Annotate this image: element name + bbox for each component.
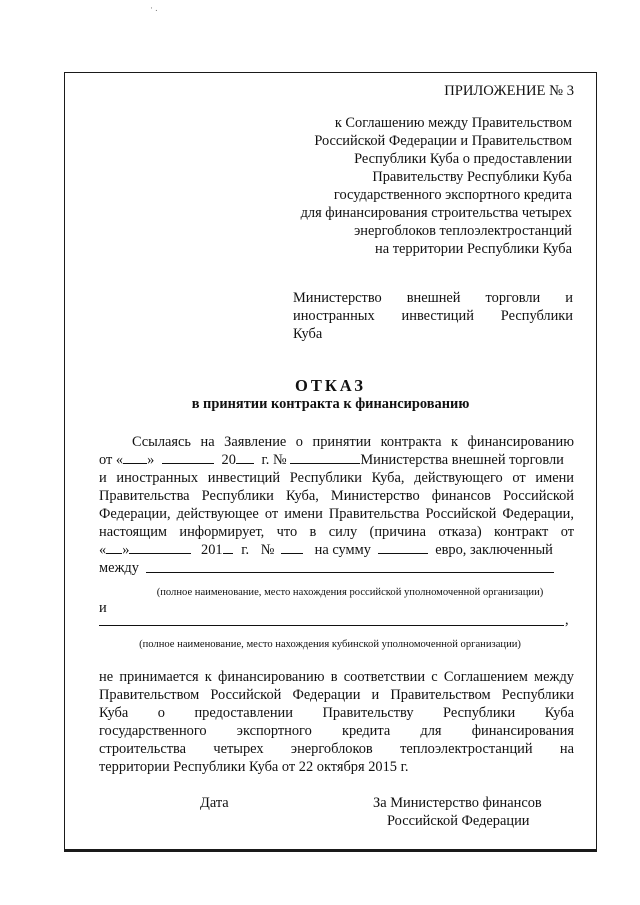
appendix-line-4: Правительству Республики Куба (372, 169, 572, 185)
blank-year-2 (223, 542, 233, 554)
signatory-line-1: За Министерство финансов (373, 795, 542, 811)
appendix-line-3: Республики Куба о предоставлении (354, 151, 572, 167)
p2-line-4: государственного экспортного кредита для финансирования (99, 723, 574, 739)
cuban-org-comma: , (565, 612, 569, 628)
note-russian-org: (полное наименование, место нахождения российской уполномоченной организации) (156, 587, 544, 598)
p1-line-8: между (99, 560, 139, 576)
addressee-line-3: Куба (293, 326, 323, 342)
appendix-line-2: Российской Федерации и Правительством (314, 133, 572, 149)
p1-line-2 (99, 452, 574, 469)
p1-l7-euro: евро, заключенный (435, 542, 553, 558)
p2-line-6: территории Республики Куба от 22 октября 2015 г. (99, 759, 409, 775)
p1-line-4: Правительства Республики Куба, Министерство финансов Российской (99, 488, 574, 504)
p1-l7-no: № (260, 542, 275, 558)
p1-line-1: Ссылаясь на Заявление о принятии контракта к финансированию (132, 434, 574, 450)
p1-l7-close: » (122, 542, 130, 558)
p2-line-1: не принимается к финансированию в соответствии с Соглашением между (99, 669, 574, 685)
p1-l2-num: г. № (261, 452, 287, 468)
blank-year (236, 452, 254, 464)
frame-bottom-rule (64, 850, 597, 852)
p1-l2-ministry: Министерства внешней торговли (360, 452, 564, 468)
p2-line-3: Куба о предоставлении Правительству Республики Куба (99, 705, 574, 721)
p1-line-6: настоящим информирует, что в силу (причина отказа) контракт от (99, 524, 574, 540)
blank-month (162, 452, 214, 464)
appendix-line-6: для финансирования строительства четырех (300, 205, 572, 221)
note-cuban-org: (полное наименование, место нахождения кубинской уполномоченной организации) (139, 639, 521, 650)
p2-line-2: Правительством Российской Федерации и Правительством Республики (99, 687, 574, 703)
p1-l2-year: 20 (221, 452, 236, 468)
blank-month-2 (129, 542, 191, 554)
blank-russian-org (146, 572, 554, 573)
p2-line-5: строительства четырех энергоблоков теплоэлектростанций на (99, 741, 574, 757)
document-title: ОТКАЗ (294, 376, 367, 395)
appendix-line-8: на территории Республики Куба (375, 241, 572, 257)
p1-l7-sum: на сумму (314, 542, 371, 558)
addressee-line-2: иностранных инвестиций Республики (293, 308, 573, 324)
blank-number-2 (281, 542, 303, 554)
appendix-line-5: государственного экспортного кредита (333, 187, 572, 203)
blank-day (123, 452, 147, 464)
p1-l7-g: г. (241, 542, 250, 558)
p1-line-7 (99, 542, 574, 559)
blank-number (290, 452, 360, 464)
p1-line-3: и иностранных инвестиций Республики Куба, действующего от имени (99, 470, 574, 486)
scan-mark: · . (150, 3, 158, 13)
blank-cuban-org (99, 625, 564, 626)
blank-sum (378, 542, 428, 554)
and-word: и (99, 600, 107, 616)
appendix-line-1: к Соглашению между Правительством (334, 115, 572, 131)
p1-l7-open: « (99, 542, 107, 558)
p1-line-5: Федерации, действующее от имени Правительства Российской Федерации, (99, 506, 574, 522)
p1-l7-year: 201 (201, 542, 223, 558)
p1-l2-close: » (147, 452, 155, 468)
signatory-line-2: Российской Федерации (387, 813, 530, 829)
date-label: Дата (200, 795, 229, 811)
appendix-heading: ПРИЛОЖЕНИЕ № 3 (444, 83, 574, 99)
document-subtitle: в принятии контракта к финансированию (191, 396, 470, 412)
p1-l2-from: от « (99, 452, 124, 468)
appendix-line-7: энергоблоков теплоэлектростанций (354, 223, 572, 239)
addressee-line-1: Министерство внешней торговли и (293, 290, 573, 306)
blank-day-2 (106, 542, 122, 554)
